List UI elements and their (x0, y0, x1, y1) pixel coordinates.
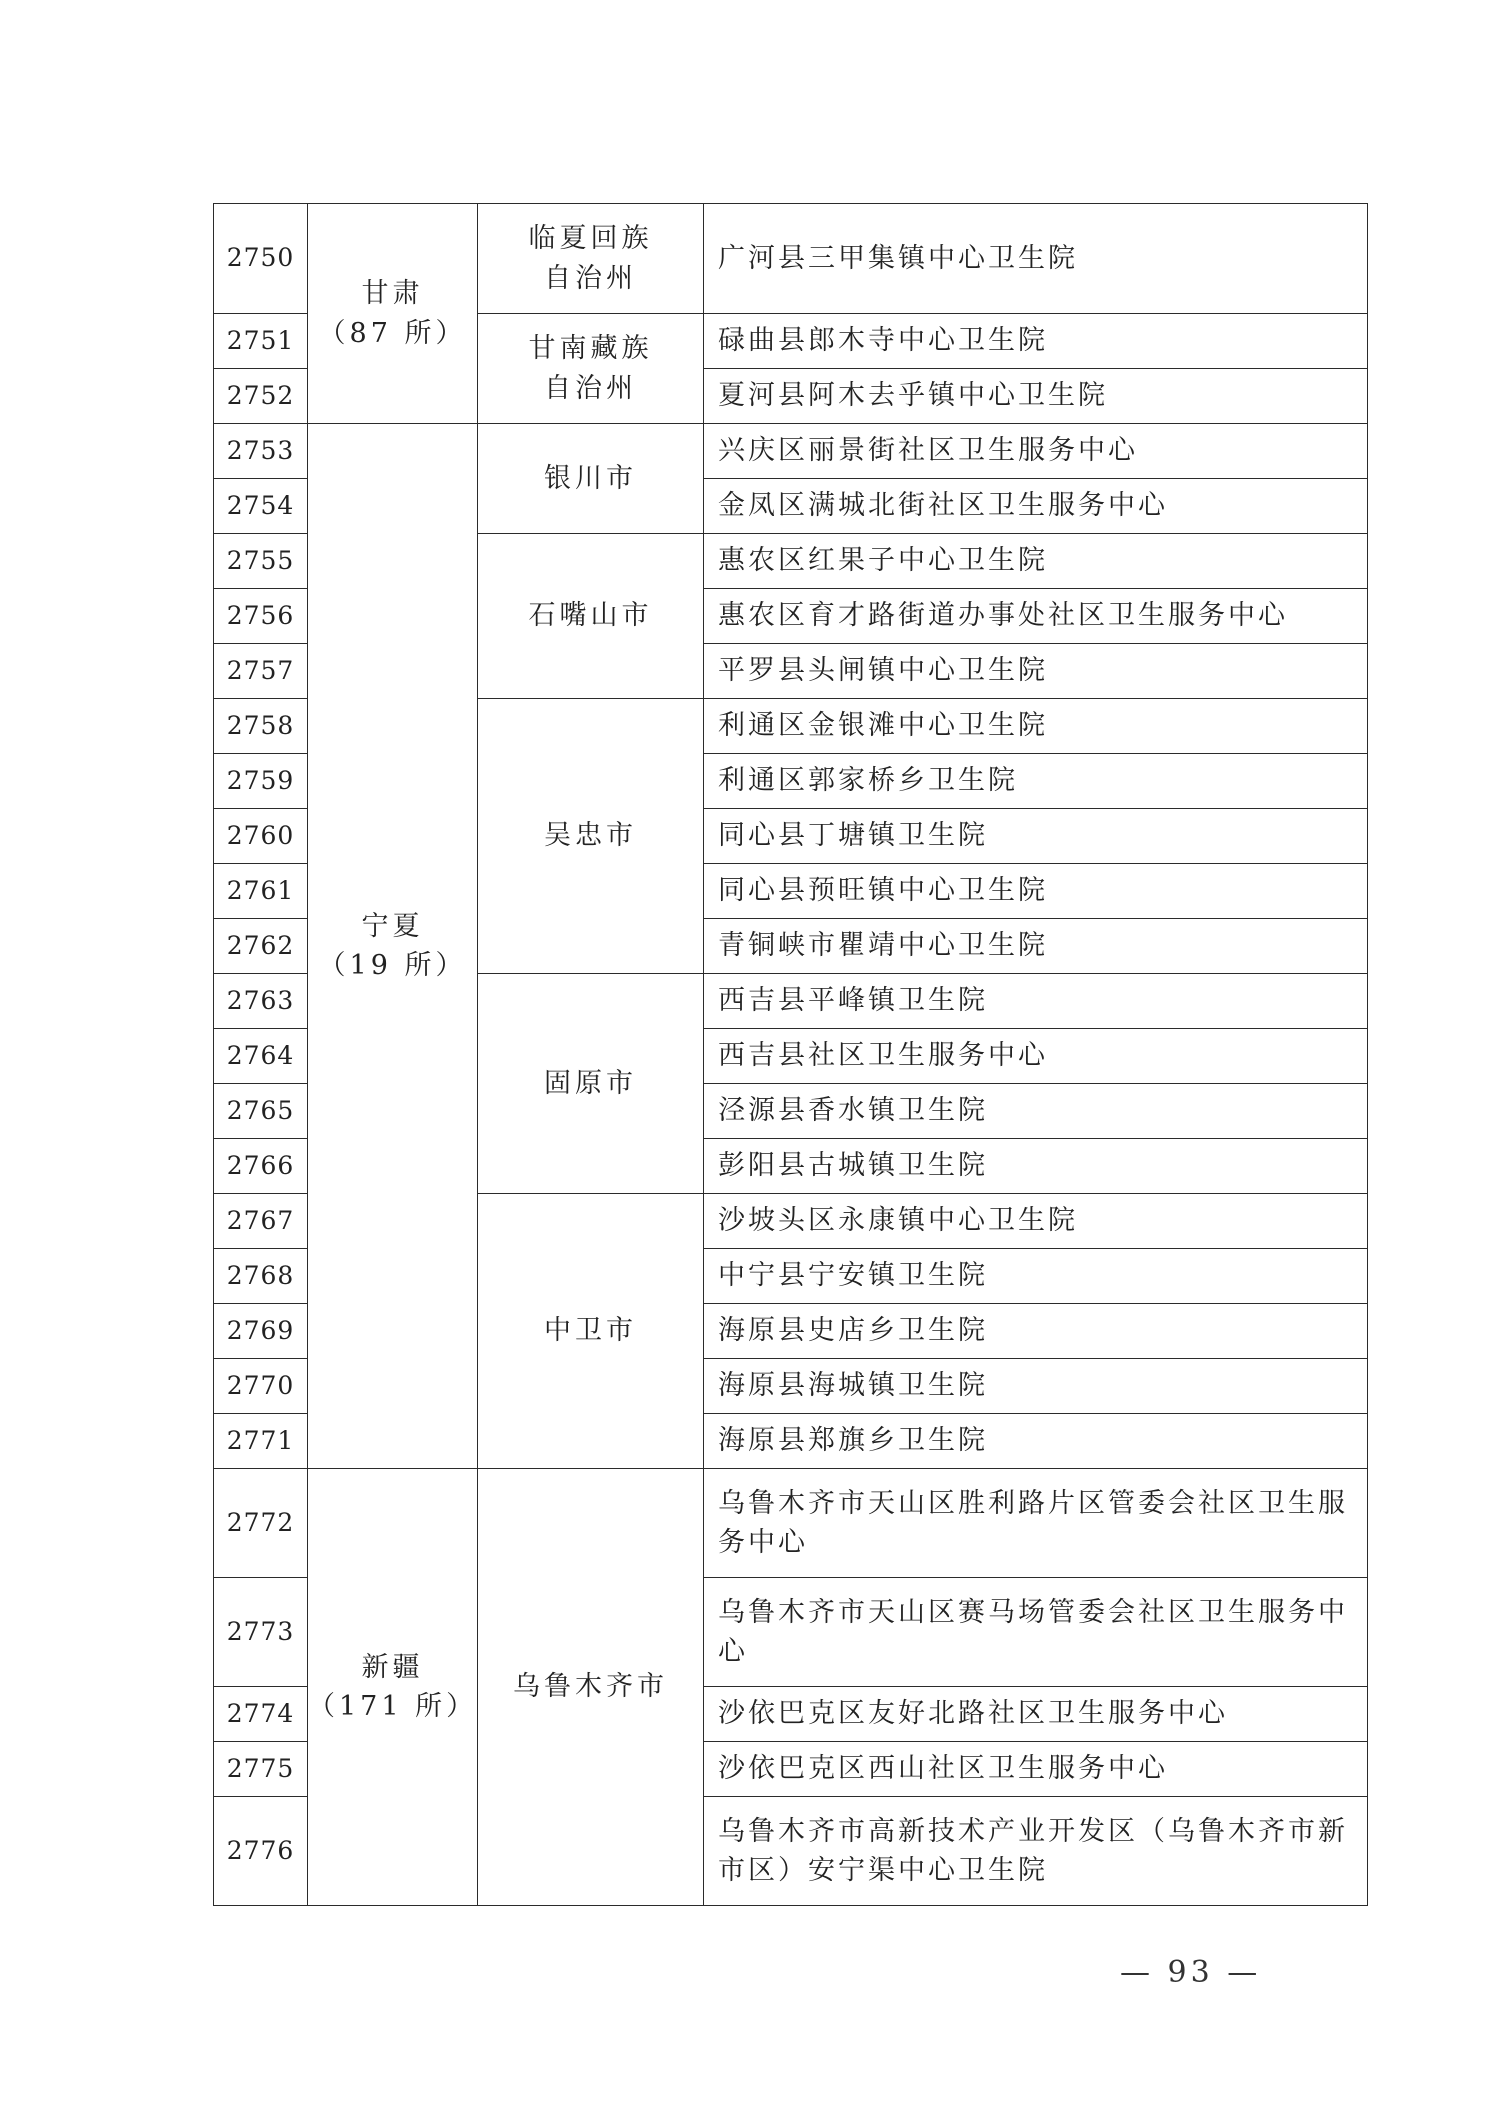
city-name-line: 固原市 (544, 1067, 637, 1099)
row-number: 2761 (214, 864, 308, 919)
province-cell (308, 1469, 478, 1906)
city-cell (478, 204, 704, 314)
city-name-line: 银川市 (544, 462, 637, 494)
city-cell (478, 534, 704, 699)
row-number: 2762 (214, 919, 308, 974)
table-row (214, 1469, 1368, 1578)
row-number: 2774 (214, 1687, 308, 1742)
city-cell (478, 314, 704, 424)
institution-name: 乌鲁木齐市高新技术产业开发区（乌鲁木齐市新市区）安宁渠中心卫生院 (704, 1797, 1368, 1906)
city-name-line: 自治州 (544, 372, 637, 404)
row-number: 2771 (214, 1414, 308, 1469)
institution-name: 利通区郭家桥乡卫生院 (704, 754, 1368, 809)
institution-name: 夏河县阿木去乎镇中心卫生院 (704, 369, 1368, 424)
institution-name: 惠农区红果子中心卫生院 (704, 534, 1368, 589)
institution-name: 彭阳县古城镇卫生院 (704, 1139, 1368, 1194)
city-name-line: 吴忠市 (544, 820, 637, 852)
city-cell (478, 699, 704, 974)
row-number: 2758 (214, 699, 308, 754)
institution-name: 兴庆区丽景街社区卫生服务中心 (704, 424, 1368, 479)
institution-name: 西吉县社区卫生服务中心 (704, 1029, 1368, 1084)
city-name-line: 石嘴山市 (528, 600, 653, 632)
row-number: 2752 (214, 369, 308, 424)
row-number: 2756 (214, 589, 308, 644)
row-number: 2757 (214, 644, 308, 699)
row-number: 2754 (214, 479, 308, 534)
row-number: 2755 (214, 534, 308, 589)
row-number: 2773 (214, 1578, 308, 1687)
city-name-line: 甘南藏族 (528, 333, 653, 365)
row-number: 2765 (214, 1084, 308, 1139)
institution-name: 金凤区满城北街社区卫生服务中心 (704, 479, 1368, 534)
city-name-line: 中卫市 (544, 1315, 637, 1347)
row-number: 2763 (214, 974, 308, 1029)
institution-name: 碌曲县郎木寺中心卫生院 (704, 314, 1368, 369)
province-cell (308, 424, 478, 1469)
row-number: 2767 (214, 1194, 308, 1249)
institution-name: 西吉县平峰镇卫生院 (704, 974, 1368, 1029)
institution-name: 中宁县宁安镇卫生院 (704, 1249, 1368, 1304)
institution-name: 乌鲁木齐市天山区赛马场管委会社区卫生服务中心 (704, 1578, 1368, 1687)
row-number: 2760 (214, 809, 308, 864)
institution-name: 乌鲁木齐市天山区胜利路片区管委会社区卫生服务中心 (704, 1469, 1368, 1578)
institution-name: 广河县三甲集镇中心卫生院 (704, 204, 1368, 314)
province-name: 甘肃 (361, 278, 424, 310)
province-count: （171 所） (308, 1691, 478, 1722)
province-count: （19 所） (318, 950, 467, 981)
row-number: 2753 (214, 424, 308, 479)
table-row (214, 424, 1368, 479)
institution-name: 同心县预旺镇中心卫生院 (704, 864, 1368, 919)
institution-name: 平罗县头闸镇中心卫生院 (704, 644, 1368, 699)
city-cell (478, 1194, 704, 1469)
table-row (214, 204, 1368, 314)
institution-name: 海原县海城镇卫生院 (704, 1359, 1368, 1414)
city-name-line: 自治州 (544, 262, 637, 294)
row-number: 2772 (214, 1469, 308, 1578)
institution-name: 沙依巴克区友好北路社区卫生服务中心 (704, 1687, 1368, 1742)
province-name: 新疆 (361, 1651, 424, 1683)
institution-name: 利通区金银滩中心卫生院 (704, 699, 1368, 754)
city-name-line: 乌鲁木齐市 (513, 1671, 668, 1703)
institution-name: 沙依巴克区西山社区卫生服务中心 (704, 1742, 1368, 1797)
institution-name: 海原县史店乡卫生院 (704, 1304, 1368, 1359)
province-name: 宁夏 (361, 910, 424, 942)
institution-name: 泾源县香水镇卫生院 (704, 1084, 1368, 1139)
row-number: 2775 (214, 1742, 308, 1797)
institution-table (213, 203, 1368, 1906)
row-number: 2768 (214, 1249, 308, 1304)
city-name-line: 临夏回族 (528, 223, 653, 255)
institution-name: 沙坡头区永康镇中心卫生院 (704, 1194, 1368, 1249)
city-cell (478, 1469, 704, 1906)
row-number: 2764 (214, 1029, 308, 1084)
province-count: （87 所） (318, 317, 467, 349)
table-body (214, 204, 1368, 1906)
institution-name: 青铜峡市瞿靖中心卫生院 (704, 919, 1368, 974)
row-number: 2776 (214, 1797, 308, 1906)
city-cell (478, 974, 704, 1194)
row-number: 2750 (214, 204, 308, 314)
row-number: 2751 (214, 314, 308, 369)
city-cell (478, 424, 704, 534)
institution-name: 海原县郑旗乡卫生院 (704, 1414, 1368, 1469)
row-number: 2759 (214, 754, 308, 809)
page-number: — 93 — (1120, 1955, 1262, 1990)
institution-name: 同心县丁塘镇卫生院 (704, 809, 1368, 864)
row-number: 2770 (214, 1359, 308, 1414)
province-cell (308, 204, 478, 424)
row-number: 2769 (214, 1304, 308, 1359)
institution-name: 惠农区育才路街道办事处社区卫生服务中心 (704, 589, 1368, 644)
row-number: 2766 (214, 1139, 308, 1194)
